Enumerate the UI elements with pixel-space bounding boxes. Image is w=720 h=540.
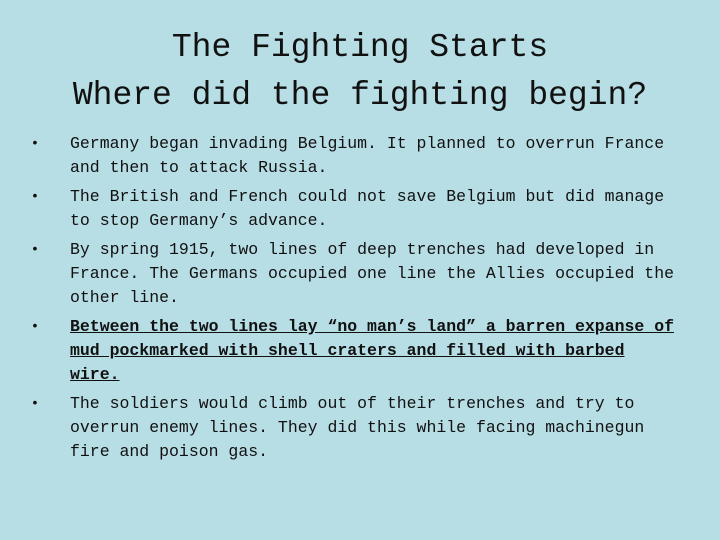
title-line-1: The Fighting Starts	[171, 29, 549, 66]
bullet-item	[0, 132, 720, 180]
bullet-item	[0, 392, 720, 464]
bullet-item	[0, 238, 720, 310]
bullet-text: Germany began invading Belgium. It planned to overrun France and then to attack Russia.	[70, 134, 665, 177]
bullet-item	[0, 315, 720, 387]
title-line-2: Where did the fighting begin?	[72, 77, 648, 114]
bullet-icon: •	[30, 242, 40, 258]
slide-title	[20, 24, 700, 120]
bullet-text: The British and French could not save Belgium but did manage to stop Germany’s advance.	[70, 187, 665, 230]
bullet-icon: •	[30, 136, 40, 152]
bullet-text: By spring 1915, two lines of deep trenches had developed in France. The Germans occupied one line the Allies occupied the other line.	[70, 240, 674, 307]
bullet-list	[0, 132, 720, 469]
bullet-text: The soldiers would climb out of their trenches and try to overrun enemy lines. They did this while facing machinegun fire and poison gas.	[70, 394, 645, 461]
bullet-icon: •	[30, 396, 40, 412]
bullet-text-lead: Between the two lines lay	[70, 317, 328, 336]
bullet-item	[0, 185, 720, 233]
bullet-text-emphasis: “no man’s land” a barren expanse of mud pockmarked with shell craters and filled with barbed wire.	[70, 317, 675, 384]
bullet-icon: •	[30, 319, 40, 335]
bullet-icon: •	[30, 189, 40, 205]
